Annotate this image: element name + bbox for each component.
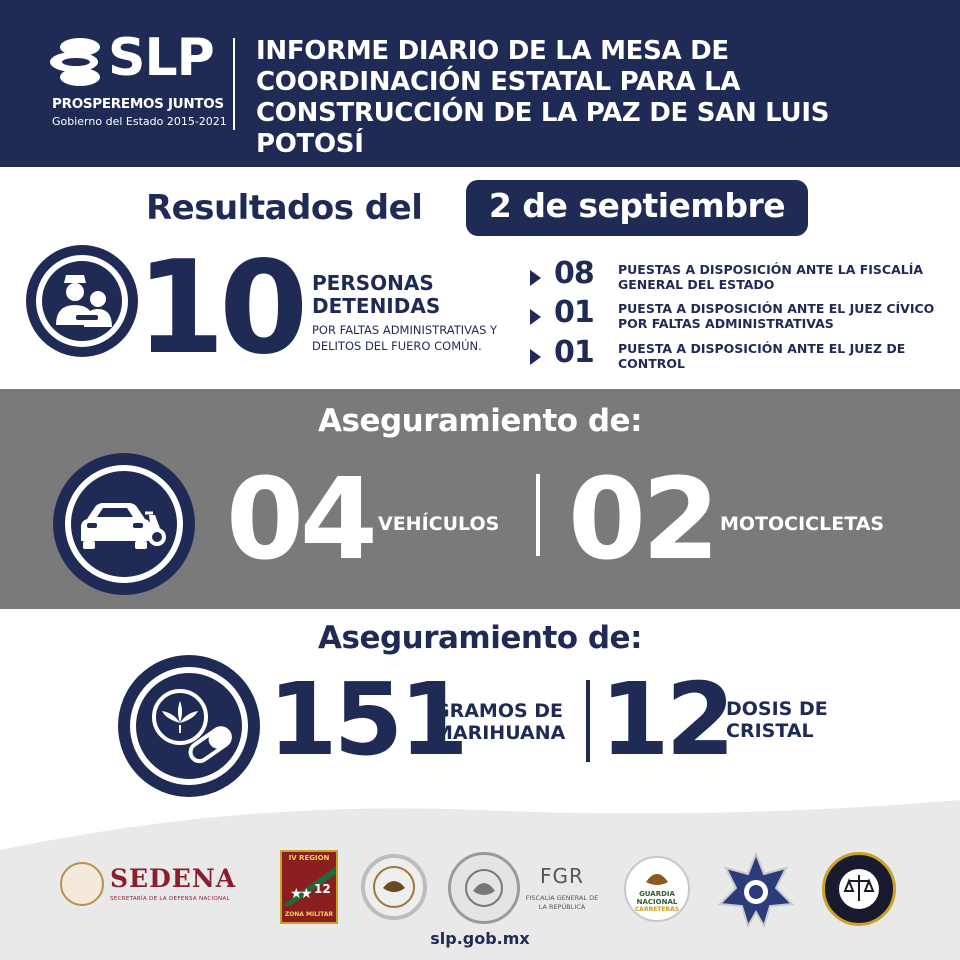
website-link[interactable]: slp.gob.mx	[430, 929, 530, 948]
disposition-text: PUESTA A DISPOSICIÓN ANTE EL JUEZ CÍVICO POR FALTAS ADMINISTRATIVAS	[618, 301, 935, 331]
fiscalia-estado-seal-icon	[822, 852, 896, 926]
detained-title: PERSONAS DETENIDAS	[312, 271, 441, 318]
logo-word: SLP	[108, 28, 214, 88]
disposition-row	[530, 256, 950, 296]
fgr-subtitle: FISCALÍA GENERAL DE LA REPÚBLICA	[525, 894, 599, 911]
arrow-right-icon	[530, 270, 541, 286]
header-divider	[233, 38, 235, 130]
results-label: Resultados del	[146, 188, 423, 228]
zona-label: ZONA MILITAR	[284, 911, 334, 918]
fgr-word: FGR	[540, 864, 584, 888]
logo-tagline: PROSPEREMOS JUNTOS	[52, 96, 224, 112]
zona-region: IV REGION	[288, 854, 330, 862]
date-text: 2 de septiembre	[488, 186, 786, 225]
disposition-count: 08	[554, 256, 594, 291]
marijuana-count: 151	[268, 661, 465, 778]
zona-number: 12	[314, 882, 331, 896]
slp-logo-mark-icon	[50, 36, 110, 88]
marijuana-label: GRAMOS DE MARIHUANA	[434, 700, 566, 744]
drugs-heading: Aseguramiento de:	[318, 620, 642, 656]
svg-text:★: ★	[300, 886, 313, 902]
motorcycles-label: MOTOCICLETAS	[720, 513, 885, 535]
detention-icon	[26, 245, 138, 357]
motorcycles-count: 02	[568, 455, 716, 585]
drugs-divider	[586, 680, 590, 762]
guardia-nacional-carreteras-logo	[624, 856, 690, 922]
marijuana-pill-icon	[118, 655, 260, 797]
vehicles-divider	[536, 474, 540, 556]
gn-name: GUARDIA NACIONAL	[636, 890, 678, 906]
disposition-text: PUESTA A DISPOSICIÓN ANTE EL JUEZ DE CONTROL	[618, 341, 906, 371]
gn-subtitle: CARRETERAS	[634, 906, 680, 913]
disposition-count: 01	[554, 295, 594, 330]
logo-government: Gobierno del Estado 2015-2021	[52, 115, 227, 128]
police-star-badge-icon	[718, 852, 794, 928]
date-badge	[466, 180, 808, 236]
vehicles-section	[0, 389, 960, 609]
disposition-row	[530, 295, 950, 335]
crystal-count: 12	[600, 661, 732, 778]
mexico-coat-of-arms-icon	[448, 852, 520, 924]
disposition-count: 01	[554, 335, 594, 370]
slp-logo	[50, 28, 227, 136]
guardia-nacional-seal-icon	[361, 854, 427, 920]
report-title: INFORME DIARIO DE LA MESA DE COORDINACIÓN ESTATAL PARA LA CONSTRUCCIÓN DE LA PAZ DE SAN LUIS POTOSÍ	[256, 36, 830, 159]
zona-militar-badge	[280, 850, 338, 924]
vehicles-label: VEHÍCULOS	[378, 513, 500, 535]
vehicle-motorcycle-icon	[53, 453, 195, 595]
header-banner	[0, 0, 960, 167]
sedena-word: SEDENA	[110, 864, 237, 893]
arrow-right-icon	[530, 309, 541, 325]
detained-subtitle: POR FALTAS ADMINISTRATIVAS Y DELITOS DEL FUERO COMÚN.	[312, 323, 498, 353]
arrow-right-icon	[530, 349, 541, 365]
detained-count: 10	[136, 234, 303, 383]
sedena-subtitle: SECRETARÍA DE LA DEFENSA NACIONAL	[110, 896, 230, 902]
mexico-eagle-seal-icon	[60, 862, 104, 906]
vehicles-count: 04	[226, 455, 374, 585]
vehicles-heading: Aseguramiento de:	[318, 403, 642, 439]
svg-text:★: ★	[290, 886, 303, 902]
disposition-row	[530, 335, 950, 375]
sedena-logo	[58, 858, 258, 914]
crystal-label: DOSIS DE CRISTAL	[726, 698, 828, 742]
fgr-logo	[524, 862, 600, 916]
disposition-text: PUESTAS A DISPOSICIÓN ANTE LA FISCALÍA GENERAL DEL ESTADO	[618, 262, 924, 292]
